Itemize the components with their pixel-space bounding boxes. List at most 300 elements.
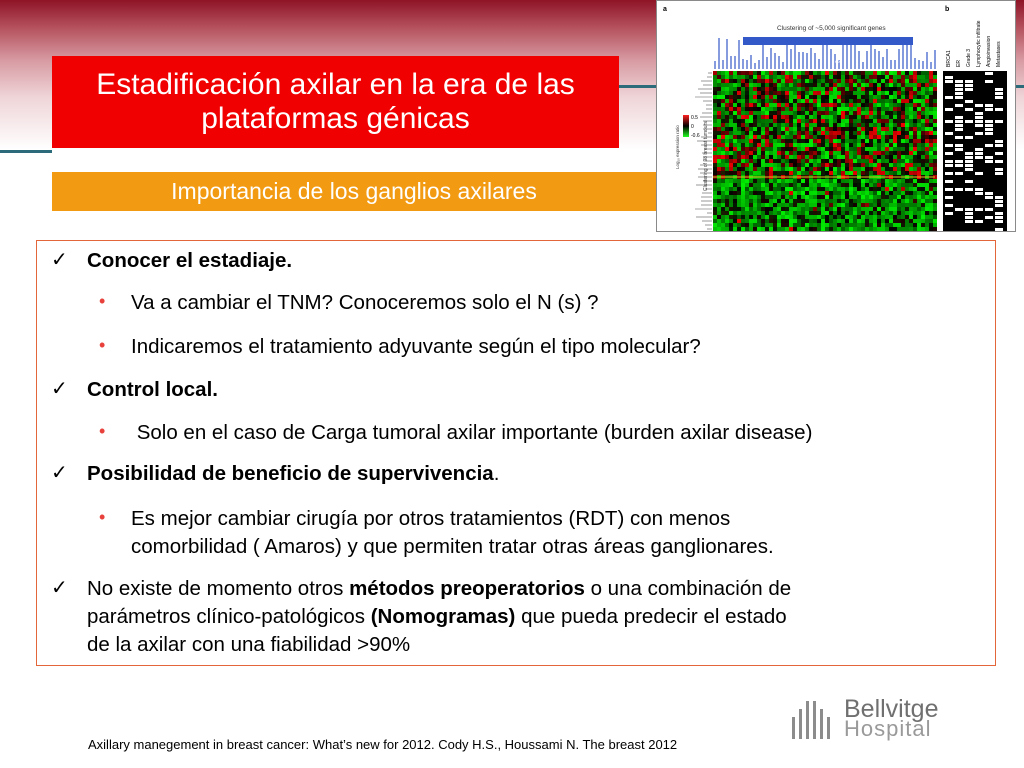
heatmap-cell (745, 191, 749, 195)
heatmap-cell (845, 115, 849, 119)
heatmap-cell (761, 211, 765, 215)
heatmap-cell (789, 227, 793, 231)
heatmap-cell (881, 215, 885, 219)
heatmap-cell (793, 207, 797, 211)
heatmap-cell (725, 195, 729, 199)
heatmap-cell (877, 203, 881, 207)
heatmap-cell (785, 155, 789, 159)
heatmap-cell (825, 99, 829, 103)
heatmap-cell (721, 223, 725, 227)
heatmap-cell (925, 203, 929, 207)
heatmap-cell (817, 179, 821, 183)
heatmap-cell (741, 171, 745, 175)
heatmap-cell (821, 139, 825, 143)
clinical-matrix-cell (965, 80, 973, 83)
heatmap-cell (833, 143, 837, 147)
heatmap-cell (733, 167, 737, 171)
heatmap-cell (721, 219, 725, 223)
heatmap-cell (725, 83, 729, 87)
heatmap-cell (909, 71, 913, 75)
heatmap-cell (725, 183, 729, 187)
heatmap-cell (797, 71, 801, 75)
subpoint-rdt-line1: Es mejor cambiar cirugía por otros tratamientos (RDT) con menos (131, 507, 731, 530)
heatmap-cell (781, 179, 785, 183)
heatmap-cell (713, 79, 717, 83)
heatmap-cell (861, 199, 865, 203)
heatmap-cell (837, 187, 841, 191)
heatmap-cell (773, 171, 777, 175)
heatmap-cell (821, 159, 825, 163)
heatmap-cell (797, 83, 801, 87)
heatmap-cell (761, 91, 765, 95)
heatmap-cell (869, 95, 873, 99)
heatmap-cell (801, 219, 805, 223)
heatmap-cell (837, 151, 841, 155)
heatmap-cell (873, 75, 877, 79)
heatmap-cell (749, 171, 753, 175)
heatmap-cell (737, 195, 741, 199)
heatmap-cell (801, 159, 805, 163)
heatmap-cell (793, 99, 797, 103)
heatmap-cell (893, 75, 897, 79)
heatmap-cell (829, 103, 833, 107)
heatmap-cell (909, 139, 913, 143)
heatmap-cell (789, 159, 793, 163)
heatmap-cell (817, 203, 821, 207)
heatmap-cell (925, 111, 929, 115)
heatmap-cell (741, 107, 745, 111)
subpoint-carga-tumoral: Solo en el caso de Carga tumoral axilar importante (burden axilar disease) (131, 421, 813, 444)
subpoint-tnm: Va a cambiar el TNM? Conoceremos solo el N (s) ? (131, 291, 599, 314)
slide-title (52, 56, 619, 148)
heatmap-cell (745, 111, 749, 115)
heatmap-cell (773, 91, 777, 95)
heatmap-cell (881, 115, 885, 119)
heatmap-cell (713, 199, 717, 203)
clinical-matrix-cell (985, 128, 993, 131)
heatmap-cell (825, 227, 829, 231)
heatmap-cell (861, 123, 865, 127)
heatmap-cell (757, 147, 761, 151)
heatmap-cell (913, 187, 917, 191)
heatmap-cell (781, 119, 785, 123)
heatmap-cell (801, 83, 805, 87)
heatmap-cell (793, 163, 797, 167)
heatmap-cell (813, 111, 817, 115)
heatmap-cell (845, 71, 849, 75)
heatmap-cell (737, 103, 741, 107)
heatmap-cell (773, 207, 777, 211)
clinical-matrix-cell (985, 156, 993, 159)
heatmap-cell (769, 123, 773, 127)
heatmap-cell (729, 227, 733, 231)
heatmap-cell (721, 115, 725, 119)
heatmap-cell (737, 71, 741, 75)
heatmap-cell (841, 227, 845, 231)
heatmap-cell (853, 139, 857, 143)
heatmap-cell (721, 155, 725, 159)
heatmap-cell (833, 99, 837, 103)
heatmap-cell (777, 107, 781, 111)
heatmap-cell (837, 207, 841, 211)
heatmap-cell (841, 167, 845, 171)
heatmap-cell (773, 147, 777, 151)
heatmap-cell (785, 147, 789, 151)
heatmap-cell (757, 155, 761, 159)
heatmap-cell (717, 83, 721, 87)
heatmap-cell (837, 119, 841, 123)
heatmap-cell (857, 119, 861, 123)
heatmap-cell (753, 155, 757, 159)
heatmap-cell (885, 87, 889, 91)
heatmap-cell (797, 199, 801, 203)
heatmap-cell (829, 183, 833, 187)
heatmap-cell (765, 115, 769, 119)
heatmap-cell (853, 91, 857, 95)
clinical-variable-label: BRCA1 (946, 50, 952, 67)
heatmap-cell (781, 183, 785, 187)
heatmap-cell (845, 215, 849, 219)
heatmap-cell (813, 135, 817, 139)
heatmap-cell (837, 107, 841, 111)
heatmap-cell (717, 203, 721, 207)
clinical-matrix-cell (975, 188, 983, 191)
heatmap-cell (929, 75, 933, 79)
heatmap-cell (813, 155, 817, 159)
heatmap-cell (905, 223, 909, 227)
heatmap-cell (865, 179, 869, 183)
heatmap-cell (881, 135, 885, 139)
heatmap-cell (753, 79, 757, 83)
heatmap-cell (733, 103, 737, 107)
heatmap-cell (749, 79, 753, 83)
gene-expression-heatmap-figure (656, 0, 1016, 232)
heatmap-cell (933, 191, 937, 195)
heatmap-cell (809, 99, 813, 103)
heatmap-cell (837, 203, 841, 207)
heatmap-cell (805, 131, 809, 135)
heatmap-cell (737, 219, 741, 223)
heatmap-cell (889, 127, 893, 131)
heatmap-cell (781, 167, 785, 171)
heatmap-cell (929, 171, 933, 175)
heatmap-cell (797, 227, 801, 231)
heatmap-cell (789, 219, 793, 223)
heatmap-cell (865, 91, 869, 95)
clinical-matrix-cell (965, 100, 973, 103)
heatmap-cell (921, 115, 925, 119)
heatmap-cell (929, 195, 933, 199)
heatmap-cell (873, 107, 877, 111)
heatmap-cell (777, 203, 781, 207)
heatmap-cell (777, 215, 781, 219)
heatmap-cell (905, 191, 909, 195)
heatmap-cell (757, 123, 761, 127)
heatmap-cell (717, 107, 721, 111)
heatmap-cell (889, 179, 893, 183)
heatmap-cell (877, 143, 881, 147)
heatmap-cell (825, 119, 829, 123)
heatmap-cell (809, 123, 813, 127)
heatmap-cell (757, 127, 761, 131)
heatmap-cell (885, 195, 889, 199)
heatmap-cell (833, 171, 837, 175)
heatmap-cell (733, 159, 737, 163)
heatmap-cell (745, 207, 749, 211)
heatmap-cell (749, 119, 753, 123)
heatmap-cell (833, 147, 837, 151)
heatmap-cell (781, 95, 785, 99)
heatmap-cell (809, 135, 813, 139)
logo-text-hospital: Hospital (844, 716, 932, 741)
heatmap-cell (773, 159, 777, 163)
heatmap-cell (869, 87, 873, 91)
heatmap-cell (765, 139, 769, 143)
heatmap-cell (825, 223, 829, 227)
heatmap-cell (753, 171, 757, 175)
heatmap-cell (753, 131, 757, 135)
heatmap-cell (781, 195, 785, 199)
clinical-matrix-cell (985, 104, 993, 107)
heatmap-cell (717, 79, 721, 83)
heatmap-cell (865, 143, 869, 147)
heatmap-cell (873, 155, 877, 159)
heatmap-cell (809, 127, 813, 131)
heatmap-cell (713, 179, 717, 183)
heatmap-cell (753, 95, 757, 99)
heatmap-cell (857, 227, 861, 231)
clinical-matrix-cell (985, 124, 993, 127)
heatmap-cell (933, 203, 937, 207)
heatmap-cell (805, 179, 809, 183)
heatmap-cell (789, 119, 793, 123)
heatmap-cell (877, 195, 881, 199)
heatmap-cell (917, 207, 921, 211)
heatmap-cell (917, 103, 921, 107)
heatmap-cell (773, 71, 777, 75)
heatmap-cell (917, 79, 921, 83)
heatmap-cell (821, 135, 825, 139)
heatmap-cell (805, 99, 809, 103)
heatmap-cell (769, 103, 773, 107)
heatmap-cell (901, 135, 905, 139)
heatmap-cell (841, 91, 845, 95)
heatmap-cell (885, 83, 889, 87)
heatmap-cell (905, 99, 909, 103)
heatmap-cell (861, 167, 865, 171)
heatmap-cell (865, 95, 869, 99)
heatmap-cell (877, 215, 881, 219)
heatmap-cell (829, 119, 833, 123)
heatmap-cell (881, 187, 885, 191)
heatmap-cell (917, 155, 921, 159)
heatmap-cell (825, 91, 829, 95)
heatmap-cell (769, 95, 773, 99)
heatmap-cell (721, 171, 725, 175)
heatmap-cell (865, 223, 869, 227)
clinical-matrix-cell (955, 208, 963, 211)
heatmap-cell (777, 179, 781, 183)
clinical-matrix-cell (955, 80, 963, 83)
heatmap-cell (737, 199, 741, 203)
heatmap-cell (829, 219, 833, 223)
heatmap-cell (897, 131, 901, 135)
heatmap-cell (725, 163, 729, 167)
heatmap-cell (881, 223, 885, 227)
heatmap-cell (925, 71, 929, 75)
heatmap-cell (897, 95, 901, 99)
heatmap-cell (873, 195, 877, 199)
heatmap-cell (797, 183, 801, 187)
heatmap-cell (829, 79, 833, 83)
heatmap-cell (901, 159, 905, 163)
heatmap-cell (793, 151, 797, 155)
heatmap-cell (789, 191, 793, 195)
heatmap-cell (849, 195, 853, 199)
clinical-matrix-cell (995, 144, 1003, 147)
heatmap-cell (849, 211, 853, 215)
heatmap-cell (725, 111, 729, 115)
heatmap-cell (757, 199, 761, 203)
heatmap-cell (809, 195, 813, 199)
heatmap-cell (901, 91, 905, 95)
heatmap-cell (749, 107, 753, 111)
heatmap-cell (777, 199, 781, 203)
heatmap-cell (853, 71, 857, 75)
heatmap-cell (817, 167, 821, 171)
heatmap-cell (881, 111, 885, 115)
heatmap-cell (769, 151, 773, 155)
heatmap-cell (785, 123, 789, 127)
heatmap-cell (893, 135, 897, 139)
heatmap-cell (857, 183, 861, 187)
heatmap-cell (889, 75, 893, 79)
heatmap-cell (785, 203, 789, 207)
heatmap-cell (933, 215, 937, 219)
heatmap-cell (757, 79, 761, 83)
heatmap-cell (801, 131, 805, 135)
heatmap-cell (877, 131, 881, 135)
heatmap-cell (841, 115, 845, 119)
heatmap-cell (933, 103, 937, 107)
heatmap-cell (913, 159, 917, 163)
heatmap-cell (841, 87, 845, 91)
heatmap-cell (729, 183, 733, 187)
heatmap-cell (777, 147, 781, 151)
heatmap-cell (861, 151, 865, 155)
heatmap-cell (873, 127, 877, 131)
heatmap-cell (893, 103, 897, 107)
heatmap-cell (737, 167, 741, 171)
heatmap-cell (861, 119, 865, 123)
heatmap-cell (789, 75, 793, 79)
heatmap-cell (877, 227, 881, 231)
clinical-matrix-cell (955, 120, 963, 123)
clinical-matrix-cell (965, 136, 973, 139)
heatmap-cell (897, 87, 901, 91)
clinical-matrix-cell (945, 120, 953, 123)
heatmap-cell (733, 99, 737, 103)
column-dendrogram (715, 37, 935, 69)
point-control-local: Control local. (87, 378, 218, 401)
heatmap-cell (809, 171, 813, 175)
heatmap-cell (885, 131, 889, 135)
heatmap-cell (917, 171, 921, 175)
heatmap-cell (817, 123, 821, 127)
heatmap-cell (849, 71, 853, 75)
heatmap-cell (801, 119, 805, 123)
heatmap-cell (761, 75, 765, 79)
heatmap-cell (833, 95, 837, 99)
heatmap-cell (929, 215, 933, 219)
heatmap-cell (817, 191, 821, 195)
heatmap-cell (781, 215, 785, 219)
heatmap-cell (829, 171, 833, 175)
heatmap-cell (725, 171, 729, 175)
heatmap-cell (765, 127, 769, 131)
heatmap-cell (913, 111, 917, 115)
heatmap-cell (869, 167, 873, 171)
heatmap-cell (861, 115, 865, 119)
heatmap-cell (737, 171, 741, 175)
heatmap-cell (925, 227, 929, 231)
heatmap-cell (933, 171, 937, 175)
heatmap-cell (789, 187, 793, 191)
heatmap-cell (761, 135, 765, 139)
heatmap-cell (749, 103, 753, 107)
clinical-matrix-cell (945, 96, 953, 99)
heatmap-cell (801, 95, 805, 99)
heatmap-cell (761, 159, 765, 163)
heatmap-cell (777, 139, 781, 143)
heatmap-cell (817, 91, 821, 95)
heatmap-cell (825, 215, 829, 219)
heatmap-cell (869, 75, 873, 79)
heatmap-cell (801, 107, 805, 111)
heatmap-cell (733, 187, 737, 191)
heatmap-cell (813, 103, 817, 107)
check-icon: ✓ (51, 249, 68, 271)
heatmap-cell (785, 223, 789, 227)
heatmap-cell (861, 91, 865, 95)
heatmap-cell (825, 143, 829, 147)
heatmap-cell (905, 111, 909, 115)
heatmap-cell (845, 159, 849, 163)
heatmap-cell (881, 179, 885, 183)
heatmap-cell (841, 159, 845, 163)
heatmap-cell (861, 219, 865, 223)
clinical-matrix-cell (945, 188, 953, 191)
clinical-matrix-cell (985, 144, 993, 147)
heatmap-cell (769, 223, 773, 227)
heatmap-cell (893, 195, 897, 199)
heatmap-cell (725, 199, 729, 203)
heatmap-cell (761, 207, 765, 211)
heatmap-cell (857, 179, 861, 183)
heatmap-cell (813, 179, 817, 183)
heatmap-cell (861, 223, 865, 227)
heatmap-cell (909, 171, 913, 175)
heatmap-cell (797, 155, 801, 159)
heatmap-cell (889, 227, 893, 231)
heatmap-cell (885, 227, 889, 231)
heatmap-cell (857, 191, 861, 195)
heatmap-cell (801, 71, 805, 75)
heatmap-cell (857, 115, 861, 119)
heatmap-cell (817, 199, 821, 203)
heatmap-cell (857, 203, 861, 207)
heatmap-cell (737, 115, 741, 119)
